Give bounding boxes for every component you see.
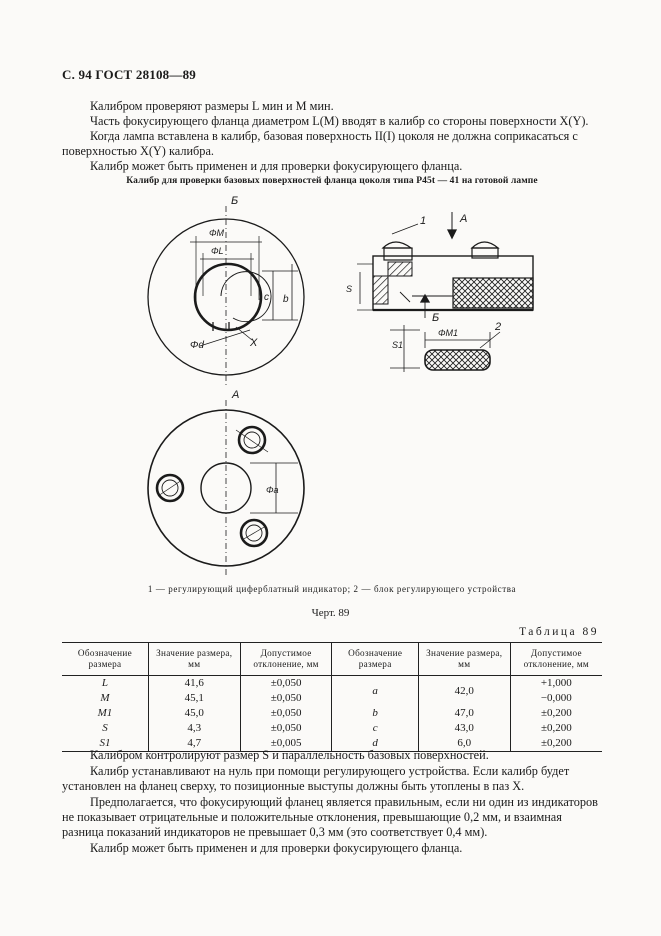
table-cell: ±0,050 — [240, 676, 332, 692]
table-header: Допустимое отклонение, мм — [240, 643, 332, 676]
table-row — [62, 706, 602, 721]
callout-2-label: 2 — [495, 321, 502, 333]
dim-phia-label: Φa — [266, 485, 279, 495]
table-row — [62, 721, 602, 736]
outro-paragraph-1: Калибром контролируют размер S и параллельность базовых поверхностей. — [90, 748, 489, 762]
figure-number: Черт. 89 — [311, 607, 350, 619]
table-header: Значение размера, мм — [418, 643, 510, 676]
dim-s-label: S — [346, 284, 353, 294]
table-cell: ±0,005 — [240, 736, 332, 752]
intro-paragraph-4: Калибр может быть применен и для проверки фокусирующего фланца. — [90, 159, 463, 173]
table-cell: +1,000 — [510, 676, 602, 692]
table-cell: S1 — [62, 736, 148, 752]
dim-phiL-label: ΦL — [211, 246, 224, 256]
adjusting-block — [425, 350, 490, 370]
page-header: С. 94 ГОСТ 28108—89 — [62, 67, 196, 82]
view-b-group — [148, 206, 304, 388]
table-cell: 6,0 — [418, 736, 510, 752]
table-cell: 47,0 — [418, 706, 510, 721]
table-cell: 45,1 — [148, 691, 240, 706]
intro-paragraph-2: Часть фокусирующего фланца диаметром L(M) вводят в калибр со стороны поверхности X(Y). — [90, 114, 589, 128]
table-cell: ±0,200 — [510, 706, 602, 721]
table-header: Допустимое отклонение, мм — [510, 643, 602, 676]
dim-phiM1-label: ΦM1 — [438, 328, 459, 338]
view-a-group — [148, 400, 304, 575]
table-cell: 45,0 — [148, 706, 240, 721]
table-header: Обозначение размера — [62, 643, 148, 676]
dim-phiM-label: ΦM — [209, 228, 225, 238]
outro-paragraph-4: Калибр может быть применен и для проверки фокусирующего фланца. — [90, 841, 463, 855]
table-cell: 4,3 — [148, 721, 240, 736]
table-cell: ±0,050 — [240, 721, 332, 736]
table-cell: M1 — [97, 707, 113, 719]
table-cell: M — [100, 692, 110, 704]
table-cell: ±0,050 — [240, 706, 332, 721]
side-section-group — [357, 212, 533, 372]
arrow-b-label: Б — [432, 312, 440, 324]
table-cell: S — [102, 722, 108, 734]
indicator-top — [239, 427, 265, 453]
intro-paragraph-3: Когда лампа вставлена в калибр, базовая поверхность II(I) цоколя не должна соприкасаться с поверхностью X(Y) калибра. — [62, 129, 578, 158]
table-cell: a — [332, 676, 418, 707]
dimensions-table — [62, 642, 602, 752]
table-cell: b — [332, 706, 418, 721]
table-cell: d — [332, 736, 418, 752]
table-cell: −0,000 — [510, 691, 602, 706]
outro-paragraph-3: Предполагается, что фокусирующий фланец является правильным, если ни один из индикаторов не показывает отрицательные и положительные отклонения, превышающие 0,2 мм, и взаимная разница показаний индикаторов не превышает 0,3 мм (это соответствует 0,4 мм). — [62, 795, 598, 839]
table-cell: ±0,050 — [240, 691, 332, 706]
table-cell: 42,0 — [418, 676, 510, 707]
view-b-label: Б — [231, 195, 239, 207]
table-cell: c — [332, 721, 418, 736]
table-cell: ±0,200 — [510, 721, 602, 736]
table-cell: 4,7 — [148, 736, 240, 752]
dim-b-label: b — [283, 294, 289, 305]
table-cell: 41,6 — [148, 676, 240, 692]
section-knurled-part — [453, 278, 533, 308]
slot-x-label: X — [250, 337, 258, 349]
intro-paragraph-1: Калибром проверяют размеры L мин и M мин. — [90, 99, 334, 113]
dim-c-label: c — [264, 292, 269, 303]
figure-caption: Калибр для проверки базовых поверхностей фланца цоколя типа P45t — 41 на готовой лампе — [126, 176, 538, 186]
table-row — [62, 676, 602, 692]
table-cell: L — [101, 677, 108, 689]
table-cell: ±0,200 — [510, 736, 602, 752]
view-a-label: А — [232, 389, 240, 401]
callout-1-label: 1 — [420, 215, 427, 227]
dim-s1-label: S1 — [392, 340, 404, 350]
arrow-a-label: A — [460, 213, 468, 225]
outro-paragraph-2: Калибр устанавливают на нуль при помощи регулирующего устройства. Если калибр будет установлен на фланец сверху, то позиционные выступы должны быть утоплены в паз X. — [62, 764, 570, 793]
table-cell: 43,0 — [418, 721, 510, 736]
table-header: Обозначение размера — [332, 643, 418, 676]
dim-phid-label: Φd — [190, 340, 204, 351]
figure-legend: 1 — регулирующий циферблатный индикатор; 2 — блок регулирующего устройства — [147, 584, 517, 594]
table-label: Таблица 89 — [519, 626, 599, 638]
table-header: Значение размера, мм — [148, 643, 240, 676]
